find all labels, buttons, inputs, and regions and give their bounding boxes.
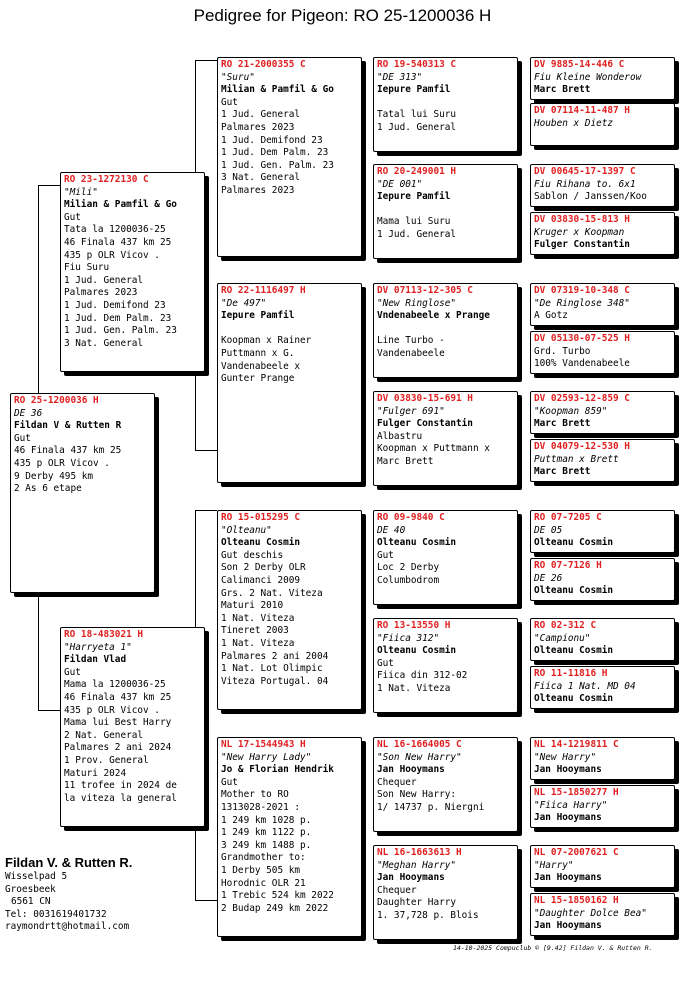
breeder-name: Jan Hooymans: [377, 872, 445, 884]
info-line: Vandenabeele x: [221, 360, 301, 372]
info-line: Chequer: [377, 884, 417, 896]
breeder-name: Vndenabeele x Prange: [377, 310, 490, 322]
pigeon-name: "New Ringlose": [377, 297, 457, 309]
pigeon-name: "Mili": [64, 186, 98, 198]
info-line: 1 Derby 505 km: [221, 864, 301, 876]
info-line: 1 Jud. General: [64, 274, 144, 286]
info-line: Chequer: [377, 776, 417, 788]
breeder-name: Jan Hooymans: [534, 764, 602, 776]
info-line: [377, 97, 514, 110]
info-line: Line Turbo -: [377, 335, 445, 347]
pigeon-name: "Harry": [534, 859, 574, 871]
footer-text: 14-10-2025 Compuclub © [9.42] Fildan V. & Rutten R.: [453, 944, 653, 952]
info-line: 1313028-2021 :: [221, 801, 301, 813]
info-line: Gut: [64, 211, 81, 223]
pigeon-name: Houben x Dietz: [534, 117, 614, 129]
breeder-name: Olteanu Cosmin: [534, 693, 614, 705]
info-line: Maturi 2024: [64, 767, 127, 779]
info-line: 1 Trebic 524 km 2022: [221, 890, 334, 902]
pigeon-name: "DE 313": [377, 71, 423, 83]
info-line: 1 Prov. General: [64, 754, 149, 766]
pedigree-card-g7: [530, 391, 675, 434]
pigeon-name: "Daughter Dolce Bea": [534, 907, 647, 919]
pedigree-card-dam: [60, 627, 205, 827]
pigeon-name: Puttman x Brett: [534, 453, 619, 465]
info-line: Columbodrom: [377, 574, 440, 586]
owner-block: [5, 855, 132, 934]
info-line: Gunter Prange: [221, 373, 295, 385]
ring-number: NL 17-1544943 H: [221, 739, 306, 750]
pedigree-card-g6: [530, 331, 675, 374]
pedigree-card-ssd: [373, 164, 518, 259]
info-line: Mama lui Suru: [377, 216, 451, 228]
breeder-name: Iepure Pamfil: [377, 84, 451, 96]
info-line: 3 249 km 1488 p.: [221, 839, 312, 851]
breeder-name: Olteanu Cosmin: [534, 645, 614, 657]
connector-line: [195, 450, 217, 451]
breeder-name: Jan Hooymans: [534, 920, 602, 932]
info-line: Palmares 2023: [221, 184, 295, 196]
pigeon-name: DE 40: [377, 524, 406, 536]
pedigree-card-sdd: [373, 391, 518, 486]
info-line: 9 Derby 495 km: [14, 470, 94, 482]
breeder-name: Fulger Constantin: [377, 418, 473, 430]
info-line: Koopman x Puttmann x: [377, 443, 490, 455]
info-line: Son 2 Derby OLR: [221, 562, 306, 574]
info-line: 46 Finala 437 km 25: [64, 691, 172, 703]
info-line: Tatal lui Suru: [377, 109, 457, 121]
info-line: 46 Finala 437 km 25: [14, 445, 122, 457]
ring-number: NL 07-2007621 C: [534, 847, 619, 858]
info-line: Palmares 2023: [221, 121, 295, 133]
pigeon-name: Fiica 1 Nat. MD 04: [534, 680, 636, 692]
ring-number: DV 03830-15-813 H: [534, 214, 630, 225]
pedigree-card-g5: [530, 283, 675, 326]
pedigree-card-sss: [373, 57, 518, 152]
info-line: Fiica din 312-02: [377, 670, 468, 682]
info-line: Tineret 2003: [221, 625, 289, 637]
breeder-name: Milian & Pamfil & Go: [221, 84, 334, 96]
ring-number: RO 02-312 C: [534, 620, 597, 631]
pedigree-card-g14: [530, 785, 675, 828]
info-line: 1 Nat. Viteza: [377, 682, 451, 694]
pigeon-name: "DE 001": [377, 178, 423, 190]
info-line: Loc 2 Derby: [377, 562, 440, 574]
breeder-name: Olteanu Cosmin: [377, 645, 457, 657]
info-line: 435 p OLR Vicov .: [64, 249, 160, 261]
page-title: Pedigree for Pigeon: RO 25-1200036 H: [193, 6, 492, 25]
info-line: [377, 204, 514, 217]
info-line: Calimanci 2009: [221, 574, 301, 586]
breeder-name: Marc Brett: [534, 418, 591, 430]
info-line: Mama lui Best Harry: [64, 717, 172, 729]
info-line: 1 Jud. Gen. Palm. 23: [64, 325, 177, 337]
ring-number: RO 07-7126 H: [534, 560, 602, 571]
pedigree-card-dss: [373, 510, 518, 605]
info-line: 1/ 14737 p. Niergni: [377, 801, 485, 813]
owner-name: Fildan V. & Rutten R.: [5, 855, 133, 870]
info-line: 1 249 km 1122 p.: [221, 827, 312, 839]
info-line: 2 As 6 etape: [14, 483, 82, 495]
info-line: Maturi 2010: [221, 600, 284, 612]
pedigree-card-g13: [530, 737, 675, 780]
ring-number: RO 23-1272130 C: [64, 174, 149, 185]
pedigree-card-g10: [530, 558, 675, 601]
info-line: Gut: [221, 96, 238, 108]
breeder-name: Olteanu Cosmin: [534, 585, 614, 597]
pigeon-name: "Olteanu": [221, 524, 272, 536]
pedigree-card-sds: [373, 283, 518, 378]
pedigree-card-g2: [530, 103, 675, 146]
ring-number: RO 22-1116497 H: [221, 285, 306, 296]
ring-number: DV 07113-12-305 C: [377, 285, 473, 296]
pigeon-name: Fiu Rihana to. 6x1: [534, 178, 636, 190]
breeder-name: Fildan V & Rutten R: [14, 420, 122, 432]
info-line: A Gotz: [534, 310, 568, 322]
info-line: 1 Jud. Demifond 23: [64, 299, 166, 311]
ring-number: DV 05130-07-525 H: [534, 333, 630, 344]
ring-number: RO 15-015295 C: [221, 512, 301, 523]
pigeon-name: DE 05: [534, 524, 563, 536]
info-line: Grs. 2 Nat. Viteza: [221, 587, 323, 599]
ring-number: RO 07-7205 C: [534, 512, 602, 523]
info-line: Son New Harry:: [377, 789, 457, 801]
breeder-name: Jan Hooymans: [534, 812, 602, 824]
owner-email: raymondrtt@hotmail.com: [5, 921, 130, 933]
owner-address-line: 6561 CN: [11, 896, 51, 908]
info-line: 2 Nat. General: [64, 729, 144, 741]
pigeon-name: "Meghan Harry": [377, 859, 457, 871]
ring-number: RO 09-9840 C: [377, 512, 445, 523]
pigeon-name: DE 36: [14, 407, 43, 419]
breeder-name: Iepure Pamfil: [377, 191, 451, 203]
connector-line: [195, 510, 217, 511]
info-line: [377, 323, 514, 336]
info-line: Daughter Harry: [377, 897, 457, 909]
pedigree-card-g16: [530, 893, 675, 936]
info-line: Fiu Suru: [64, 262, 110, 274]
connector-line: [195, 900, 217, 901]
pedigree-card-g4: [530, 212, 675, 255]
pigeon-name: "De Ringlose 348": [534, 297, 630, 309]
connector-line: [195, 60, 217, 61]
info-line: [221, 323, 358, 336]
info-line: Horodnic OLR 21: [221, 877, 306, 889]
pigeon-name: "Fulger 691": [377, 405, 445, 417]
pigeon-name: DE 26: [534, 572, 563, 584]
info-line: 2 Budap 249 km 2022: [221, 902, 329, 914]
info-line: Gut: [64, 666, 81, 678]
info-line: 100% Vandenabeele: [534, 358, 630, 370]
info-line: 1 Nat. Lot Olimpic: [221, 663, 323, 675]
pedigree-card-g15: [530, 845, 675, 888]
pigeon-name: "Koopman 859": [534, 405, 608, 417]
ring-number: RO 20-249001 H: [377, 166, 457, 177]
ring-number: DV 04079-12-530 H: [534, 441, 630, 452]
ring-number: NL 15-1850277 H: [534, 787, 619, 798]
connector-line: [38, 710, 60, 711]
info-line: 1 Jud. Dem Palm. 23: [221, 147, 329, 159]
ring-number: NL 16-1663613 H: [377, 847, 462, 858]
ring-number: RO 21-2000355 C: [221, 59, 306, 70]
info-line: Marc Brett: [377, 455, 434, 467]
info-line: 1 Jud. Demifond 23: [221, 134, 323, 146]
info-line: Viteza Portugal. 04: [221, 675, 329, 687]
breeder-name: Jan Hooymans: [377, 764, 445, 776]
info-line: Grandmother to:: [221, 852, 306, 864]
info-line: 3 Nat. General: [64, 337, 144, 349]
breeder-name: Jo & Florian Hendrik: [221, 764, 334, 776]
ring-number: NL 15-1850162 H: [534, 895, 619, 906]
ring-number: DV 02593-12-859 C: [534, 393, 630, 404]
pedigree-card-sire: [60, 172, 205, 372]
breeder-name: Iepure Pamfil: [221, 310, 295, 322]
pedigree-card-g1: [530, 57, 675, 100]
info-line: Koopman x Rainer: [221, 335, 312, 347]
pigeon-name: "Suru": [221, 71, 255, 83]
ring-number: DV 07114-11-487 H: [534, 105, 630, 116]
info-line: Palmares 2023: [64, 287, 138, 299]
info-line: Grd. Turbo: [534, 345, 591, 357]
pedigree-card-g8: [530, 439, 675, 482]
ring-number: DV 00645-17-1397 C: [534, 166, 636, 177]
breeder-name: Marc Brett: [534, 84, 591, 96]
pedigree-card-sd: [217, 283, 362, 483]
info-line: Vandenabeele: [377, 347, 445, 359]
ring-number: RO 25-1200036 H: [14, 395, 99, 406]
info-line: la viteza la general: [64, 792, 177, 804]
info-line: 1 249 km 1028 p.: [221, 814, 312, 826]
info-line: Mama la 1200036-25: [64, 679, 166, 691]
owner-address-line: Groesbeek: [5, 883, 56, 895]
info-line: Palmares 2 ani 2004: [221, 650, 329, 662]
pedigree-card-subject: [10, 393, 155, 593]
breeder-name: Milian & Pamfil & Go: [64, 199, 177, 211]
info-line: Gut: [221, 776, 238, 788]
pedigree-card-dds: [373, 737, 518, 832]
ring-number: DV 07319-10-348 C: [534, 285, 630, 296]
info-line: 435 p OLR Vicov .: [14, 457, 110, 469]
connector-line: [38, 185, 60, 186]
breeder-name: Olteanu Cosmin: [221, 537, 301, 549]
ring-number: RO 13-13550 H: [377, 620, 451, 631]
info-line: 1 Jud. General: [377, 121, 457, 133]
breeder-name: Olteanu Cosmin: [377, 537, 457, 549]
info-line: Gut: [14, 432, 31, 444]
ring-number: RO 18-483021 H: [64, 629, 144, 640]
info-line: Sablon / Janssen/Koo: [534, 191, 647, 203]
pigeon-name: "New Harry": [534, 751, 597, 763]
owner-phone: Tel: 0031619401732: [5, 908, 107, 920]
pigeon-name: "Fiica Harry": [534, 799, 608, 811]
pigeon-name: "New Harry Lady": [221, 751, 312, 763]
pedigree-card-ss: [217, 57, 362, 257]
pedigree-card-g9: [530, 510, 675, 553]
breeder-name: Marc Brett: [534, 466, 591, 478]
info-line: 3 Nat. General: [221, 172, 301, 184]
ring-number: DV 9885-14-446 C: [534, 59, 625, 70]
owner-address-line: Wisselpad 5: [5, 871, 68, 882]
info-line: 1 Nat. Viteza: [221, 612, 295, 624]
info-line: 46 Finala 437 km 25: [64, 236, 172, 248]
info-line: 1. 37,728 p. Blois: [377, 909, 479, 921]
info-line: Tata la 1200036-25: [64, 224, 166, 236]
breeder-name: Olteanu Cosmin: [534, 537, 614, 549]
pedigree-card-g11: [530, 618, 675, 661]
pedigree-card-ds: [217, 510, 362, 710]
pigeon-name: "Harryeta 1": [64, 641, 132, 653]
info-line: Gut deschis: [221, 549, 284, 561]
breeder-name: Fulger Constantin: [534, 239, 630, 251]
info-line: Gut: [377, 549, 394, 561]
pigeon-name: Fiu Kleine Wonderow: [534, 71, 642, 83]
ring-number: RO 11-11816 H: [534, 668, 608, 679]
ring-number: RO 19-540313 C: [377, 59, 457, 70]
ring-number: NL 16-1664005 C: [377, 739, 462, 750]
pigeon-name: "Fiica 312": [377, 632, 440, 644]
ring-number: NL 14-1219811 C: [534, 739, 619, 750]
pedigree-card-g3: [530, 164, 675, 207]
pigeon-name: "Campionu": [534, 632, 591, 644]
info-line: Puttmann x G.: [221, 347, 295, 359]
info-line: 435 p OLR Vicov .: [64, 704, 160, 716]
info-line: 1 Jud. Dem Palm. 23: [64, 312, 172, 324]
info-line: Palmares 2 ani 2024: [64, 742, 172, 754]
pedigree-card-ddd: [373, 845, 518, 940]
ring-number: DV 03830-15-691 H: [377, 393, 473, 404]
breeder-name: Jan Hooymans: [534, 872, 602, 884]
pigeon-name: Kruger x Koopman: [534, 226, 625, 238]
pedigree-card-g12: [530, 666, 675, 709]
pedigree-card-dd: [217, 737, 362, 937]
info-line: 11 trofee in 2024 de: [64, 780, 177, 792]
info-line: Mother to RO: [221, 789, 289, 801]
info-line: Gut: [377, 657, 394, 669]
info-line: 1 Jud. General: [221, 109, 301, 121]
info-line: 1 Jud. General: [377, 228, 457, 240]
info-line: Albastru: [377, 430, 423, 442]
info-line: 1 Jud. Gen. Palm. 23: [221, 159, 334, 171]
info-line: 1 Nat. Viteza: [221, 637, 295, 649]
pigeon-name: "Son New Harry": [377, 751, 462, 763]
pedigree-card-dsd: [373, 618, 518, 713]
breeder-name: Fildan Vlad: [64, 654, 127, 666]
pigeon-name: "De 497": [221, 297, 267, 309]
